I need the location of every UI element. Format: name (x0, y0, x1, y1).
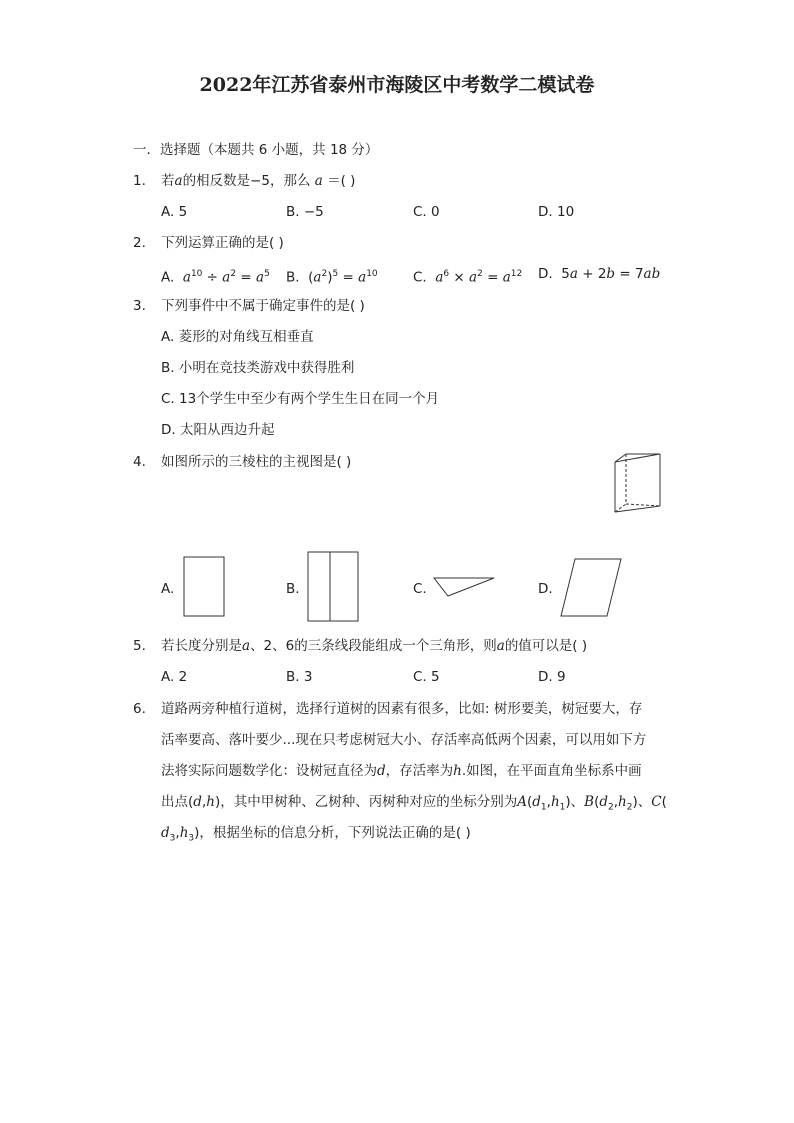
q1-option-b: B. −5 (286, 204, 324, 220)
q4-option-a-label: A. (161, 581, 175, 597)
q6-number: 6. (133, 701, 146, 717)
q6-line-4: 出点(d,h)，其中甲树种、乙树种、丙树种对应的坐标分别为$A(d_1,h_1)$、$B(d_2,h_2)$、C( (161, 794, 667, 813)
q4-option-d-label: D. (538, 581, 553, 597)
q1-option-c: C. 0 (413, 204, 440, 220)
q6-line-1: 道路两旁种植行道树，选择行道树的因素有很多，比如: 树形要美，树冠要大，存 (161, 701, 643, 717)
section-heading: 一．选择题（本题共 6 小题，共 18 分） (133, 142, 379, 158)
triangular-prism-figure (610, 452, 666, 516)
q2-option-a: A. $a^{10} \div a^2 = a^5$ (161, 269, 270, 286)
q5-stem: 若长度分别是a、2、6的三条线段能组成一个三角形，则a的值可以是( ) (161, 638, 588, 654)
q1-option-d: D. 10 (538, 204, 575, 220)
q4-option-c-triangle (433, 576, 497, 598)
q5-option-a: A. 2 (161, 669, 188, 685)
q2-option-b: B. $(a^2)^5 = a^{10}$ (286, 269, 378, 286)
q4-option-b-split-rectangle (307, 551, 361, 623)
q1-option-a: A. 5 (161, 204, 188, 220)
q5-option-c: C. 5 (413, 669, 440, 685)
q4-option-c-label: C. (413, 581, 427, 597)
q3-option-a: A. 菱形的对角线互相垂直 (161, 329, 314, 345)
exam-title: 2022年江苏省泰州市海陵区中考数学二模试卷 (199, 74, 595, 96)
q6-line-2: 活率要高、落叶要少...现在只考虑树冠大小、存活率高低两个因素，可以用如下方 (161, 732, 647, 748)
q3-stem: 下列事件中不属于确定事件的是( ) (161, 298, 365, 314)
q4-option-d-parallelogram (560, 557, 624, 619)
q2-option-c: C. $a^6 \times a^2 = a^{12}$ (413, 269, 523, 286)
q2-stem: 下列运算正确的是( ) (161, 235, 284, 251)
q5-number: 5. (133, 638, 146, 654)
q4-stem: 如图所示的三棱柱的主视图是( ) (161, 454, 352, 470)
q6-line-5: $d_3,h_3$)，根据坐标的信息分析，下列说法正确的是( ) (161, 825, 471, 844)
q5-option-b: B. 3 (286, 669, 313, 685)
q3-number: 3. (133, 298, 146, 314)
q2-option-d: D. 5a + 2b = 7ab (538, 266, 661, 282)
q1-number: 1. (133, 173, 146, 189)
q5-option-d: D. 9 (538, 669, 566, 685)
q3-option-c: C. 13个学生中至少有两个学生生日在同一个月 (161, 391, 440, 407)
q4-option-b-label: B. (286, 581, 300, 597)
q3-option-b: B. 小明在竞技类游戏中获得胜利 (161, 360, 355, 376)
q1-stem: 若a的相反数是−5，那么 a ＝( ) (161, 173, 356, 189)
q2-number: 2. (133, 235, 146, 251)
q4-option-a-rectangle (183, 556, 227, 618)
q3-option-d: D. 太阳从西边升起 (161, 422, 275, 438)
q6-line-3: 法将实际问题数学化：设树冠直径为d，存活率为h.如图，在平面直角坐标系中画 (161, 763, 642, 779)
q4-number: 4. (133, 454, 146, 470)
